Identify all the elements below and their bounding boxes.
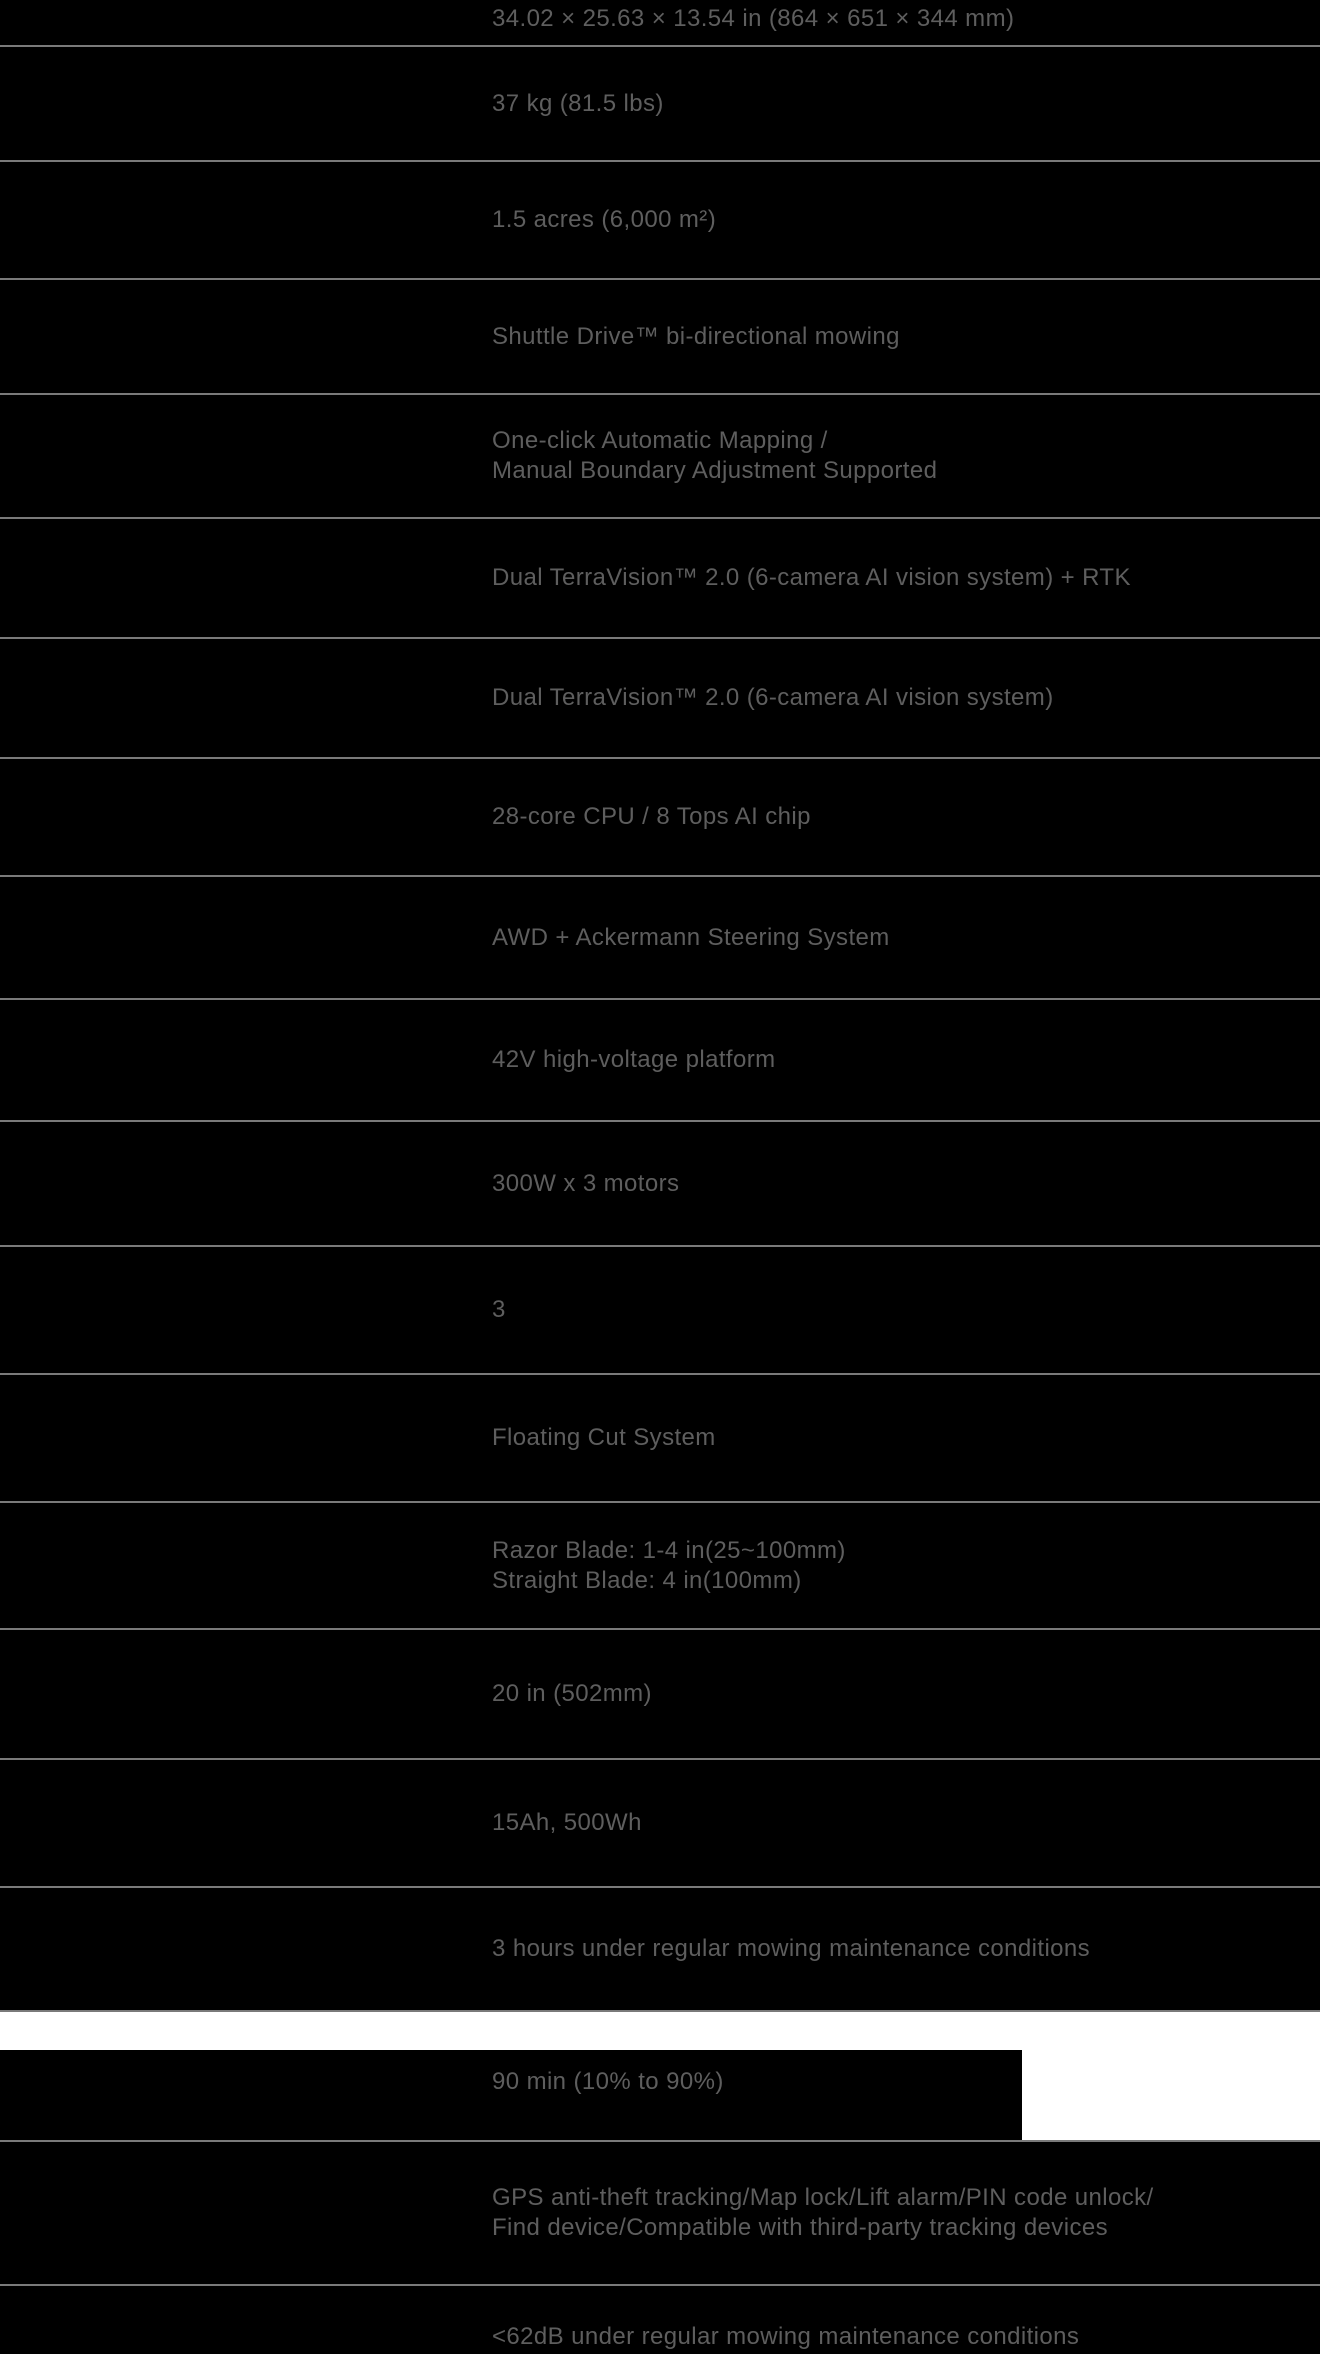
spec-row-processor <box>0 759 1320 877</box>
spec-value: 90 min (10% to 90%) <box>492 2068 724 2095</box>
spec-value: 28-core CPU / 8 Tops AI chip <box>492 803 811 830</box>
spec-value: Razor Blade: 1-4 in(25~100mm) <box>492 1536 846 1564</box>
spec-value: 3 <box>492 1296 506 1323</box>
spec-value: <62dB under regular mowing maintenance conditions <box>492 2323 1080 2350</box>
spec-row-cutting-height <box>0 1503 1320 1630</box>
spec-value: 37 kg (81.5 lbs) <box>492 89 664 117</box>
spec-row-battery <box>0 1760 1320 1888</box>
spec-row-noise-level <box>0 2286 1320 2354</box>
spec-row-runtime <box>0 1888 1320 2012</box>
spec-row-cutting-width <box>0 1630 1320 1760</box>
spec-row-charge-time <box>0 2012 1320 2142</box>
spec-row-coverage <box>0 162 1320 280</box>
spec-row-dimensions <box>0 0 1320 47</box>
spec-row-weight <box>0 47 1320 162</box>
spec-value: AWD + Ackermann Steering System <box>492 923 890 951</box>
spec-row-drive-system <box>0 877 1320 1000</box>
spec-value: One-click Automatic Mapping / <box>492 427 828 454</box>
spec-value: 1.5 acres (6,000 m²) <box>492 206 717 233</box>
spec-row-mowing-mode <box>0 280 1320 395</box>
spec-value: Straight Blade: 4 in(100mm) <box>492 1566 802 1594</box>
spec-value: 15Ah, 500Wh <box>492 1809 642 1836</box>
spec-row-obstacle-avoidance <box>0 639 1320 759</box>
spec-value: 34.02 × 25.63 × 13.54 in (864 × 651 × 344 mm) <box>492 4 1015 32</box>
spec-row-blade-count <box>0 1247 1320 1375</box>
spec-value: Floating Cut System <box>492 1424 716 1451</box>
spec-row-voltage-platform <box>0 1000 1320 1122</box>
spec-value: Dual TerraVision™ 2.0 (6-camera AI vision system) + RTK <box>492 564 1131 591</box>
spec-row-mapping <box>0 395 1320 519</box>
spec-row-navigation <box>0 519 1320 639</box>
spec-value: 300W x 3 motors <box>492 1169 680 1197</box>
spec-value: 42V high-voltage platform <box>492 1046 776 1073</box>
spec-row-cut-system <box>0 1375 1320 1503</box>
spec-value: 20 in (502mm) <box>492 1680 652 1707</box>
spec-row-anti-theft <box>0 2142 1320 2286</box>
spec-value: Shuttle Drive™ bi-directional mowing <box>492 322 900 350</box>
spec-value: Manual Boundary Adjustment Supported <box>492 457 938 484</box>
spec-value: Dual TerraVision™ 2.0 (6-camera AI vision system) <box>492 684 1054 711</box>
spec-row-motors <box>0 1122 1320 1247</box>
spec-value: GPS anti-theft tracking/Map lock/Lift alarm/PIN code unlock/ <box>492 2184 1154 2211</box>
spec-value: Find device/Compatible with third-party tracking devices <box>492 2214 1108 2241</box>
spec-value: 3 hours under regular mowing maintenance conditions <box>492 1935 1091 1962</box>
